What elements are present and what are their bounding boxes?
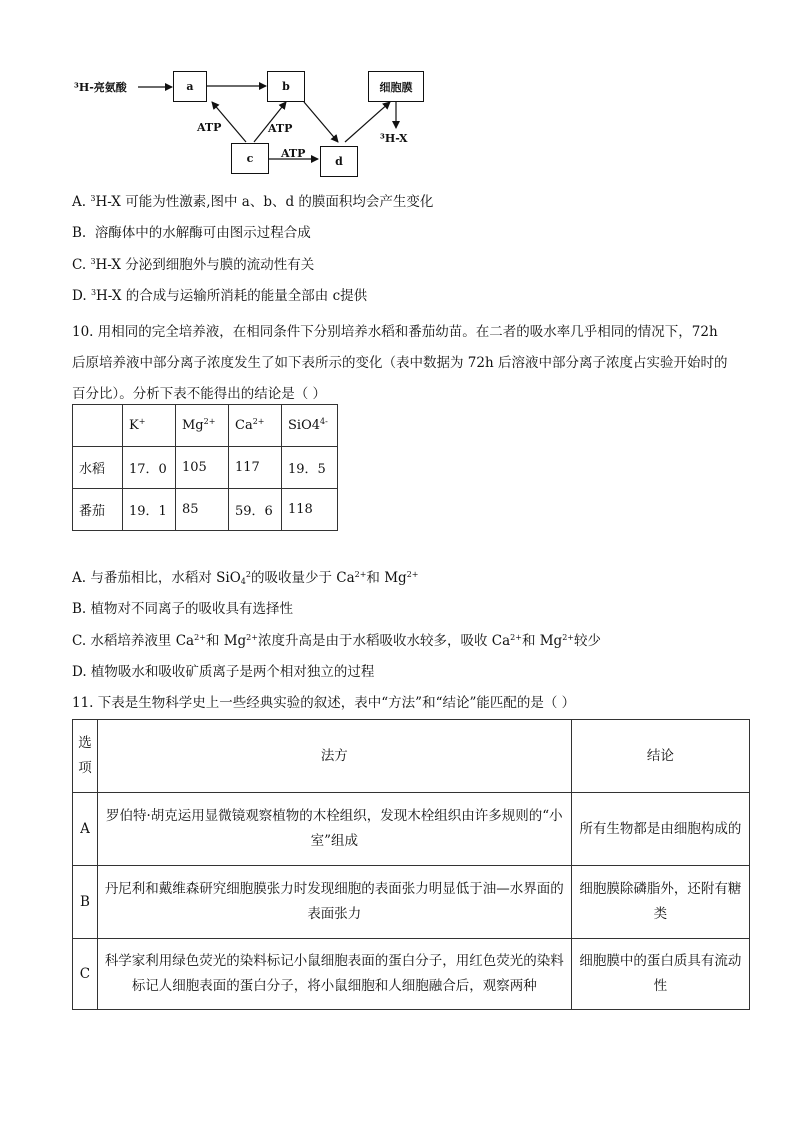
q11-stem: 11. 下表是生物科学史上一些经典实验的叙述，表中“方法”和“结论”能匹配的是（ ） bbox=[72, 695, 576, 711]
table-cell: 118 bbox=[282, 489, 338, 531]
q9-option-a: A. $^3$H-X 可能为性激素,图中 a、b、d 的膜面积均会产生变化 bbox=[72, 194, 434, 210]
table-header-cell bbox=[73, 405, 123, 447]
table-row bbox=[73, 447, 338, 489]
table-row bbox=[73, 866, 750, 939]
q11-history-table bbox=[72, 719, 750, 1010]
diagram-box-membrane: 细胞膜 bbox=[368, 71, 424, 102]
diagram-box-b: b bbox=[267, 71, 305, 102]
table-cell: 117 bbox=[229, 447, 282, 489]
table-cell: 19．1 bbox=[123, 489, 176, 531]
table-cell-method: 丹尼利和戴维森研究细胞膜张力时发现细胞的表面张力明显低于油—水界面的表面张力 bbox=[97, 866, 571, 939]
table-header-option: 选 项 bbox=[73, 720, 98, 793]
table-cell: 59．6 bbox=[229, 489, 282, 531]
q10-option-c: C. 水稻培养液里 $Ca^{2+}$和 $Mg^{2+}$浓度升高是由于水稻吸收水较多，吸收 $Ca^{2+}$和 $Mg^{2+}$较少 bbox=[72, 633, 601, 649]
table-cell-conclusion: 所有生物都是由细胞构成的 bbox=[571, 793, 749, 866]
q9-option-c: C. $^3$H-X 分泌到细胞外与膜的流动性有关 bbox=[72, 257, 315, 273]
table-header-cell: $Mg^{2+}$ bbox=[176, 405, 229, 447]
table-header-conclusion: 结论 bbox=[571, 720, 749, 793]
table-header-cell: K+ bbox=[123, 405, 176, 447]
table-cell-option: B bbox=[73, 866, 98, 939]
table-cell-option: A bbox=[73, 793, 98, 866]
table-row bbox=[73, 939, 750, 1010]
q10-option-a: A. 与番茄相比，水稻对 SiO$_4^2$的吸收量少于 $Ca^{2+}$和 $Mg^{2+}$ bbox=[72, 570, 419, 586]
table-cell-conclusion: 细胞膜除磷脂外，还附有糖类 bbox=[571, 866, 749, 939]
table-header-row bbox=[73, 720, 750, 793]
table-cell: 水稻 bbox=[73, 447, 123, 489]
q10-ion-table bbox=[72, 404, 338, 531]
table-cell: 105 bbox=[176, 447, 229, 489]
q10-option-d: D. 植物吸水和吸收矿质离子是两个相对独立的过程 bbox=[72, 664, 375, 680]
table-header-row bbox=[73, 405, 338, 447]
diagram-output-label: ³H-X bbox=[380, 132, 408, 145]
table-header-method: 法方 bbox=[97, 720, 571, 793]
q10-stem: 10. 用相同的完全培养液，在相同条件下分别培养水稻和番茄幼苗。在二者的吸水率几乎相同的情况下，72h 后原培养液中部分离子浓度发生了如下表所示的变化（表中数据为 72h 后溶液中部分离子浓度占实验开始时的百分比）。分析下表不能得出的结论是（ ） bbox=[72, 324, 728, 402]
diagram-box-a: a bbox=[173, 71, 207, 102]
table-header-cell: $SiO4^{4-}$ bbox=[282, 405, 338, 447]
table-cell: 85 bbox=[176, 489, 229, 531]
diagram-atp-label-1: ATP bbox=[197, 121, 222, 134]
table-cell-conclusion: 细胞膜中的蛋白质具有流动性 bbox=[571, 939, 749, 1010]
table-header-cell: $Ca^{2+}$ bbox=[229, 405, 282, 447]
diagram-input-label: ³H-亮氨酸 bbox=[74, 81, 127, 94]
q9-option-b: B. 溶酶体中的水解酶可由图示过程合成 bbox=[72, 225, 311, 241]
diagram-atp-label-2: ATP bbox=[268, 122, 293, 135]
cell-secretion-diagram bbox=[60, 62, 440, 182]
table-cell-method: 科学家利用绿色荧光的染料标记小鼠细胞表面的蛋白分子，用红色荧光的染料标记人细胞表面的蛋白分子，将小鼠细胞和人细胞融合后，观察两种 bbox=[97, 939, 571, 1010]
diagram-atp-label-3: ATP bbox=[281, 147, 306, 160]
arrow-b-to-d bbox=[304, 102, 338, 142]
table-cell: 19．5 bbox=[282, 447, 338, 489]
diagram-box-d: d bbox=[320, 146, 358, 177]
q9-option-d: D. $^3$H-X 的合成与运输所消耗的能量全部由 c提供 bbox=[72, 288, 368, 304]
table-cell-method: 罗伯特·胡克运用显微镜观察植物的木栓组织，发现木栓组织由许多规则的“小室”组成 bbox=[97, 793, 571, 866]
table-row bbox=[73, 793, 750, 866]
diagram-box-c: c bbox=[231, 143, 269, 174]
table-cell: 17．0 bbox=[123, 447, 176, 489]
table-cell: 番茄 bbox=[73, 489, 123, 531]
table-row bbox=[73, 489, 338, 531]
q10-option-b: B. 植物对不同离子的吸收具有选择性 bbox=[72, 601, 294, 617]
table-cell-option: C bbox=[73, 939, 98, 1010]
